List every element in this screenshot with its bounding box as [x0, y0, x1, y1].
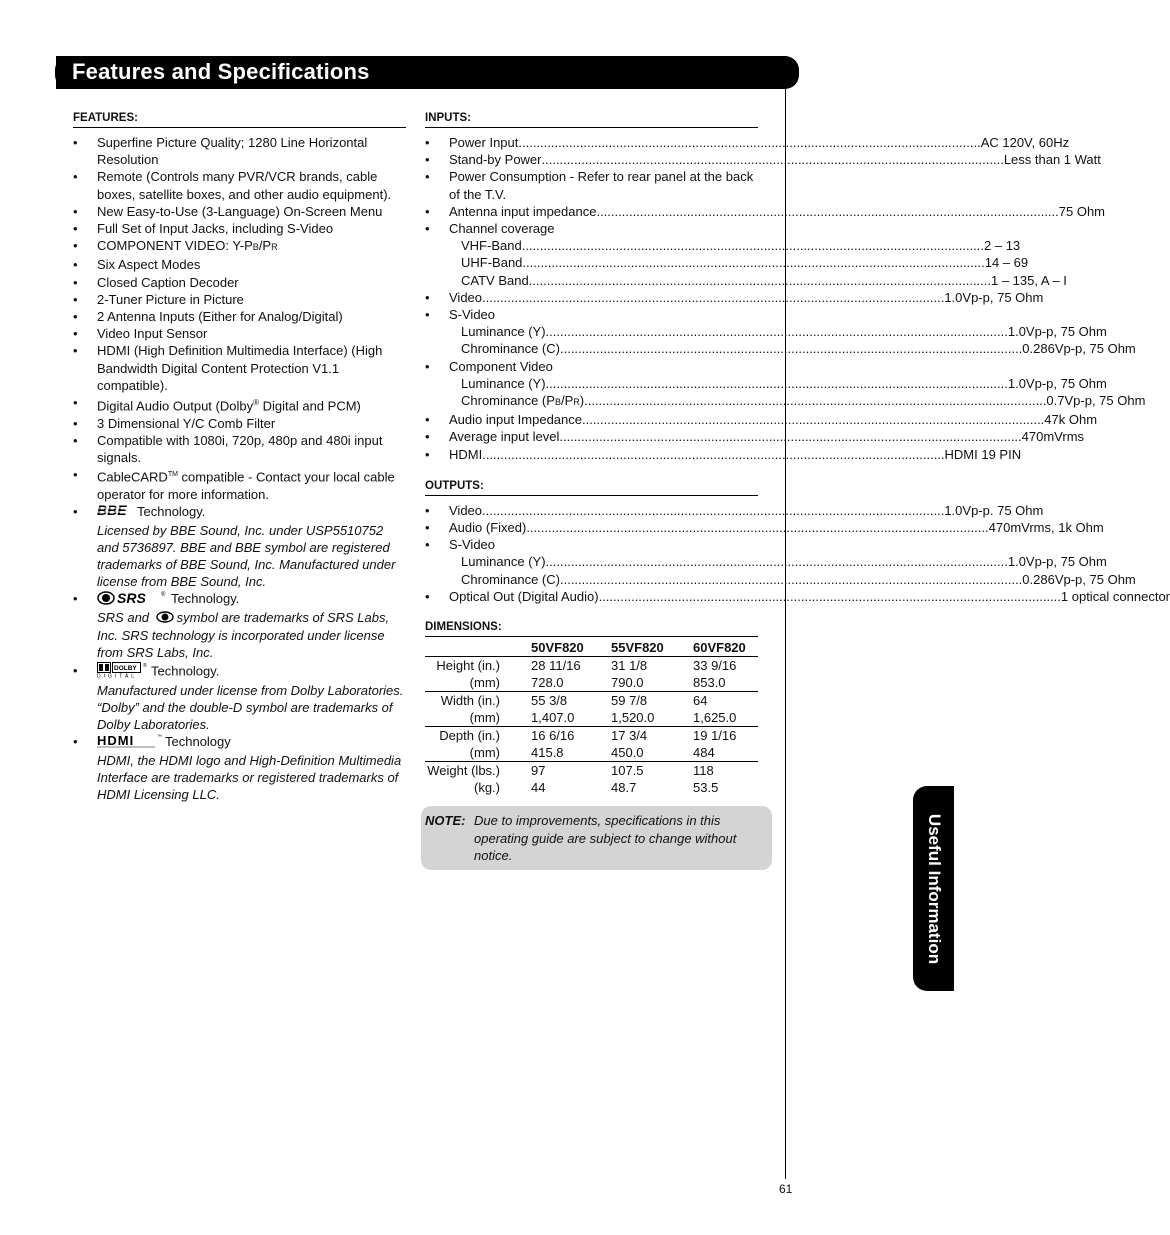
row-label: Width (in.) [425, 692, 531, 710]
spec-label: UHF-Band [461, 255, 523, 271]
table-row [425, 744, 758, 762]
table-header: 55VF820 [611, 640, 664, 656]
srs-note-text: symbol are trademarks of SRS Labs, Inc. SRS technology is incorporated under license from SRS Labs, Inc. [97, 610, 390, 661]
spec-value: HDMI 19 PIN [944, 446, 1022, 462]
list-item [73, 168, 406, 202]
svg-text:DIGITAL: DIGITAL [97, 673, 138, 680]
table-header-row [425, 637, 758, 657]
list-item [425, 358, 1146, 412]
list-item [425, 151, 1101, 168]
spec-value: 1.0Vp-p, 75 Ohm [1007, 554, 1107, 570]
table-cell: 415.8 [531, 745, 564, 761]
spec-label: Luminance (Y) [461, 554, 546, 570]
list-item-text: Compatible with 1080i, 720p, 480p and 480i input signals. [97, 432, 383, 465]
table-cell: 64 [693, 692, 758, 710]
note-text: Due to improvements, specifications in this operating guide are subject to change without notice. [474, 813, 737, 863]
spec-value: 14 – 69 [984, 255, 1029, 271]
table-header-blank [425, 637, 531, 657]
list-item-text: Full Set of Input Jacks, including S-Video [97, 221, 334, 237]
table-cell: 28 11/16 [531, 657, 611, 675]
list-item-text: Digital Audio Output (Dolby [97, 398, 254, 414]
table-cell: 97 [531, 762, 611, 780]
list-item [425, 536, 1136, 588]
list-item [73, 256, 406, 273]
list-item [425, 289, 1044, 306]
row-label: (mm) [469, 745, 500, 761]
list-item-text: Technology. [137, 503, 206, 519]
spec-label-part: /P [560, 393, 574, 409]
table-cell: 790.0 [611, 675, 644, 691]
list-item-text: Technology. [171, 591, 240, 607]
note-box [421, 806, 772, 870]
list-item-text: Digital and PCM) [259, 398, 361, 414]
subscript: B [252, 242, 259, 253]
spec-label: CATV Band [461, 272, 529, 288]
list-item [425, 220, 1067, 289]
spec-value: 0.286Vp-p, 75 Ohm [1022, 571, 1136, 587]
spec-value: 0.7Vp-p, 75 Ohm [1046, 393, 1146, 409]
table-cell: 59 7/8 [611, 692, 693, 710]
side-tab-label: Useful Information [924, 813, 944, 964]
row-label: (mm) [469, 710, 500, 726]
table-cell: 450.0 [611, 745, 644, 761]
side-tab [913, 786, 954, 991]
list-item [425, 428, 1085, 445]
srs-note-text: SRS and [97, 610, 150, 626]
superscript: TM [167, 471, 178, 479]
svg-text:™: ™ [157, 733, 162, 740]
superscript: ® [253, 398, 259, 408]
spec-value: 1.0Vp-p. 75 Ohm [944, 502, 1044, 518]
table-cell: 17 3/4 [611, 727, 693, 745]
list-item [73, 662, 406, 734]
spec-value: 0.286Vp-p, 75 Ohm [1022, 341, 1136, 357]
table-cell: 33 9/16 [693, 657, 758, 675]
list-item-text: Remote (Controls many PVR/VCR brands, cable boxes, satellite boxes, and other audio equipment). [97, 169, 392, 202]
table-cell: 728.0 [531, 675, 564, 691]
table-cell: 484 [693, 745, 715, 761]
list-item-text: compatible - Contact your local cable operator for more information. [97, 469, 395, 502]
list-item [425, 306, 1136, 358]
list-item [73, 415, 406, 432]
svg-text:SRS: • SRS [117, 589, 146, 606]
spec-value: 1.0Vp-p, 75 Ohm [944, 289, 1044, 305]
table-cell: 1,625.0 [693, 710, 737, 726]
inputs-heading: INPUTS: [425, 112, 758, 128]
list-item-text: COMPONENT VIDEO: Y-P [97, 238, 253, 254]
spec-value: Less than 1 Watt [1003, 152, 1101, 168]
table-cell: 118 [693, 762, 758, 780]
svg-text:DOLBY: • DOLBY [114, 664, 137, 672]
spec-text: Power Consumption - Refer to rear panel at the back of the T.V. [449, 169, 754, 202]
spec-text: S-Video [449, 307, 496, 323]
list-item-text: Video Input Sensor [97, 326, 208, 342]
spec-value: 75 Ohm [1058, 203, 1106, 219]
dolby-digital-logo-icon [97, 662, 147, 682]
table-row [425, 674, 758, 692]
list-item [425, 519, 1104, 536]
list-item [425, 446, 1022, 463]
list-item-text: HDMI (High Definition Multimedia Interface) (High Bandwidth Digital Content Protection V1.1 compatible). [97, 343, 383, 393]
hdmi-license-note: HDMI, the HDMI logo and High-Definition Multimedia Interface are trademarks or registered trademarks of HDMI Licensing LLC. [97, 753, 402, 803]
list-item [73, 503, 406, 590]
list-item [73, 203, 406, 220]
spec-label: • Audio input Impedance [449, 412, 582, 428]
spec-text: Component Video [449, 358, 553, 374]
spec-label-part: Chrominance (P [461, 393, 555, 409]
spec-label-part: ) [579, 393, 585, 409]
spec-label: • HDMI [449, 446, 483, 462]
list-item [73, 590, 406, 661]
title-bar [56, 56, 799, 89]
spec-text: Channel coverage [449, 221, 555, 237]
list-item [73, 342, 406, 394]
spec-label [461, 392, 584, 411]
spec-label: • Power Input [449, 135, 519, 150]
srs-symbol-icon [155, 610, 175, 627]
table-cell: 853.0 [693, 675, 726, 691]
page-title: Features and Specifications [72, 59, 370, 84]
row-label: (kg.) [474, 780, 500, 796]
list-item [425, 502, 1044, 519]
table-cell: 44 [531, 780, 546, 796]
spec-label: Luminance (Y) [461, 324, 546, 340]
list-item-text: Six Aspect Modes [97, 257, 201, 273]
table-cell: 48.7 [611, 780, 637, 796]
spec-label: Luminance (Y) [461, 375, 546, 391]
list-item [73, 291, 406, 308]
dimensions-heading: DIMENSIONS: [425, 621, 758, 637]
features-heading: FEATURES: [73, 112, 406, 128]
list-item-text: Superfine Picture Quality; 1280 Line Horizontal Resolution [97, 135, 368, 168]
spec-value: 47k Ohm [1044, 412, 1098, 428]
table-cell: 55 3/8 [531, 692, 611, 710]
table-cell: 1,520.0 [611, 710, 655, 726]
svg-text:®: ® [161, 591, 166, 598]
list-item [73, 466, 406, 503]
note-label: NOTE: [425, 813, 466, 828]
table-row [425, 762, 758, 780]
table-cell: 31 1/8 [611, 657, 693, 675]
bbe-logo-icon [97, 503, 133, 521]
spec-label: • Video [449, 289, 483, 305]
row-label: Weight (lbs.) [425, 762, 531, 780]
list-item [73, 220, 406, 237]
subscript: R [573, 397, 580, 408]
list-item-text: 2-Tuner Picture in Picture [97, 291, 244, 307]
table-row [425, 692, 758, 710]
list-item-text: 2 Antenna Inputs (Either for Analog/Digital) [97, 309, 343, 325]
list-item [73, 308, 406, 325]
list-item [73, 134, 406, 168]
row-label: Height (in.) [425, 657, 531, 675]
spec-value: 2 – 13 [984, 238, 1021, 254]
page-number: 61 [779, 1182, 793, 1196]
spec-text: S-Video [449, 537, 496, 553]
row-label: (mm) [469, 675, 500, 691]
svg-text:BBE: • BBE [97, 502, 127, 519]
spec-value: 470mVrms [1021, 429, 1085, 445]
spec-label: • Average input level [449, 429, 560, 445]
specs-column [425, 112, 1170, 796]
spec-value: 470mVrms, 1k Ohm [988, 520, 1104, 536]
list-item [73, 325, 406, 342]
list-item [425, 411, 1098, 428]
list-item [425, 168, 758, 202]
srs-logo-icon [97, 591, 167, 609]
row-label: Depth (in.) [425, 727, 531, 745]
list-item-text: Closed Caption Decoder [97, 274, 239, 290]
table-row [425, 657, 758, 675]
features-column [73, 112, 406, 804]
spec-value: 1 optical connector [1060, 588, 1170, 604]
spec-label: VHF-Band [461, 238, 522, 254]
table-cell: 19 1/16 [693, 727, 758, 745]
list-item [425, 588, 1170, 605]
dolby-license-note: Manufactured under license from Dolby Laboratories. “Dolby” and the double-D symbol are trademarks of Dolby Laboratories. [97, 682, 404, 733]
hdmi-logo-icon [97, 734, 161, 752]
table-cell: 107.5 [611, 762, 693, 780]
outputs-list [425, 502, 1170, 605]
list-item [73, 237, 406, 256]
table-cell: 16 6/16 [531, 727, 611, 745]
list-item [73, 274, 406, 291]
spec-value: 1.0Vp-p, 75 Ohm [1007, 324, 1107, 340]
table-header: 60VF820 [693, 640, 746, 656]
table-row [425, 709, 758, 727]
table-row [425, 727, 758, 745]
svg-text:HDMI: • HDMI [97, 732, 135, 748]
list-item-text: Technology. [151, 663, 220, 679]
bbe-license-note: Licensed by BBE Sound, Inc. under USP5510752 and 5736897. BBE and BBE symbol are registered trademarks of BBE Sound, Inc. Manufactured under license from BBE Sound, Inc. [97, 522, 396, 590]
spec-label: • Stand-by Power [449, 152, 542, 168]
list-item-text: /P [258, 238, 272, 254]
spec-label: Chrominance (C) [461, 341, 560, 357]
spec-label: • Audio (Fixed) [449, 520, 527, 536]
spec-value: 1.0Vp-p, 75 Ohm [1007, 375, 1107, 391]
spec-label: Chrominance (C) [461, 571, 560, 587]
table-cell: 1,407.0 [531, 710, 575, 726]
subscript: R [271, 242, 278, 253]
table-cell: 53.5 [693, 780, 719, 796]
table-row [425, 779, 758, 796]
list-item [425, 134, 1070, 151]
list-item-text: Technology [165, 734, 231, 750]
spec-label: • Antenna input impedance [449, 203, 597, 219]
list-item-text: New Easy-to-Use (3-Language) On-Screen Menu [97, 203, 383, 219]
spec-label: • Optical Out (Digital Audio) [449, 588, 599, 604]
svg-text:®: ® [143, 662, 147, 669]
dimensions-table [425, 637, 758, 796]
outputs-heading: OUTPUTS: [425, 480, 758, 496]
table-header: 50VF820 [531, 640, 584, 656]
spec-value: AC 120V, 60Hz [980, 135, 1070, 150]
list-item [425, 203, 1106, 220]
list-item-text: CableCARD [97, 469, 168, 485]
spec-value: 1 – 135, A – I [991, 272, 1067, 288]
list-item-text: 3 Dimensional Y/C Comb Filter [97, 415, 276, 431]
list-item [73, 432, 406, 466]
features-list [73, 134, 406, 804]
spec-label: • Video [449, 502, 483, 518]
inputs-list [425, 134, 1146, 463]
subscript: B [554, 397, 561, 408]
list-item [73, 394, 406, 415]
list-item [73, 733, 406, 803]
